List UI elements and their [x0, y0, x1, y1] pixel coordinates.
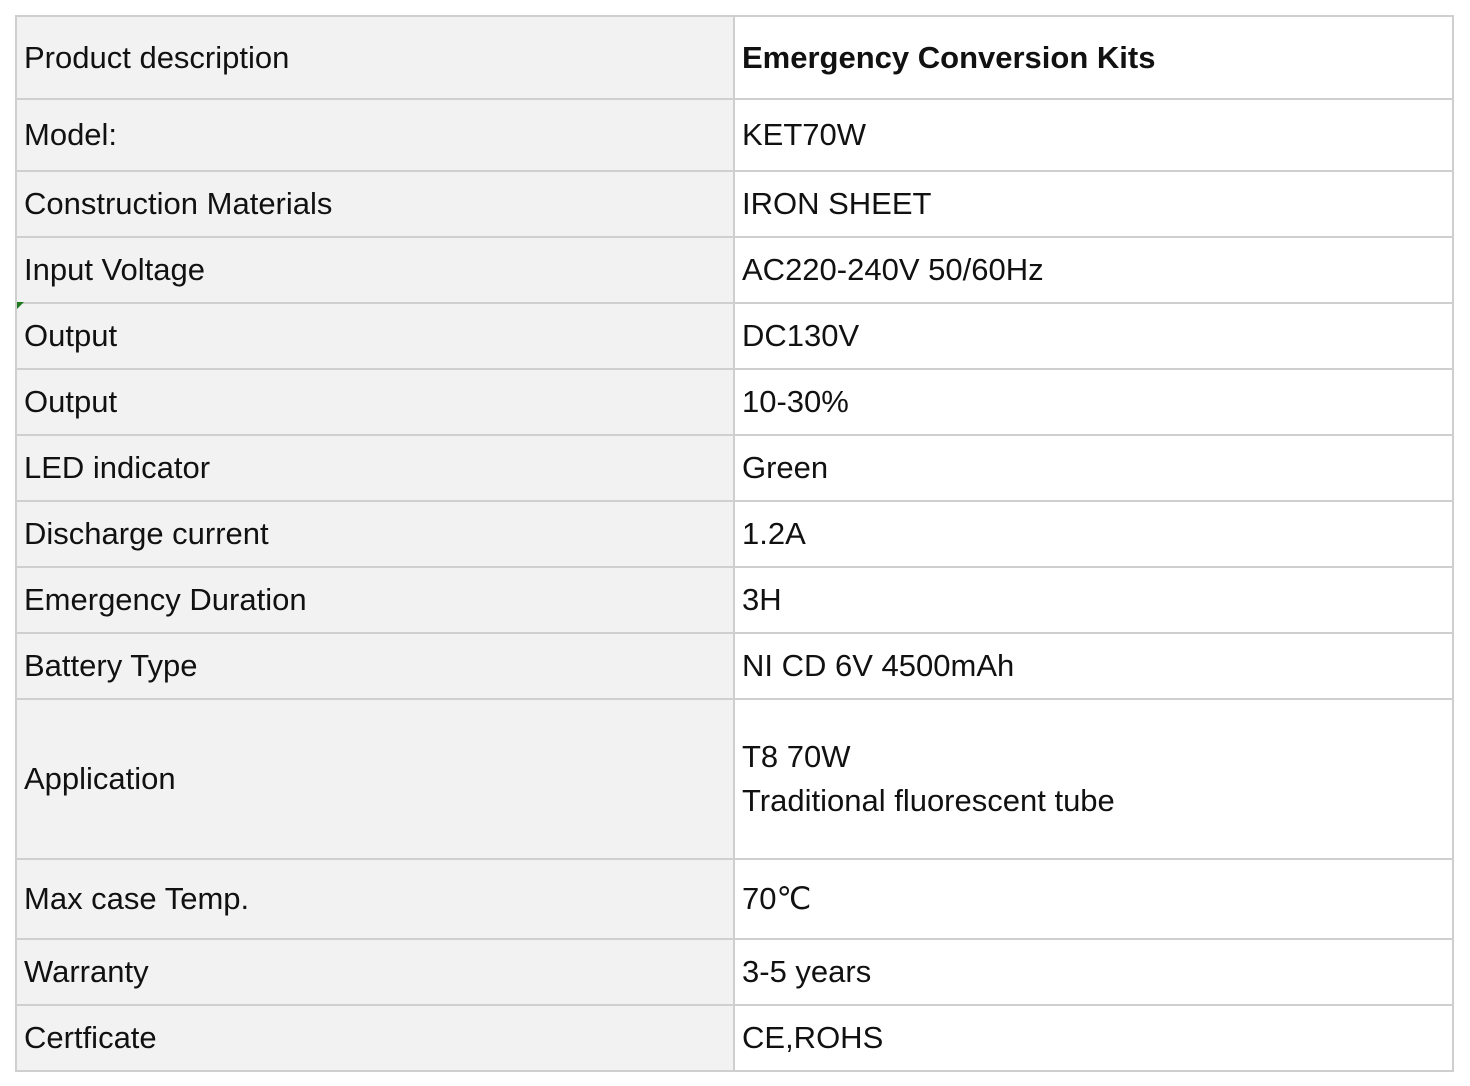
row-label: Product description: [16, 16, 734, 99]
table-row: [16, 171, 1453, 237]
row-label: Max case Temp.: [16, 859, 734, 939]
row-label: Model:: [16, 99, 734, 171]
row-value: Green: [734, 435, 1453, 501]
table-row: [16, 1005, 1453, 1071]
table-row: [16, 567, 1453, 633]
table-row: [16, 699, 1453, 859]
specification-table: [15, 15, 1454, 1072]
row-value: 10-30%: [734, 369, 1453, 435]
table-row: [16, 16, 1453, 99]
row-value: 1.2A: [734, 501, 1453, 567]
table-row: [16, 939, 1453, 1005]
row-label: Output: [16, 303, 734, 369]
table-row: [16, 859, 1453, 939]
row-value: CE,ROHS: [734, 1005, 1453, 1071]
table-row: [16, 303, 1453, 369]
row-label: Application: [16, 699, 734, 859]
row-label: LED indicator: [16, 435, 734, 501]
row-label: Certficate: [16, 1005, 734, 1071]
row-label: Discharge current: [16, 501, 734, 567]
row-value: 3H: [734, 567, 1453, 633]
cell-corner-marker: [17, 302, 24, 309]
table-row: [16, 501, 1453, 567]
row-value: [734, 699, 1453, 859]
row-value: 70℃: [734, 859, 1453, 939]
row-value-line: Traditional fluorescent tube: [742, 783, 1115, 818]
row-label: Input Voltage: [16, 237, 734, 303]
row-value-line: T8 70W: [742, 739, 851, 774]
table-row: [16, 99, 1453, 171]
row-label: Warranty: [16, 939, 734, 1005]
table-row: [16, 369, 1453, 435]
table-row: [16, 435, 1453, 501]
table-row: [16, 633, 1453, 699]
row-label: Emergency Duration: [16, 567, 734, 633]
row-value: IRON SHEET: [734, 171, 1453, 237]
row-value: NI CD 6V 4500mAh: [734, 633, 1453, 699]
row-label: Output: [16, 369, 734, 435]
row-value: AC220-240V 50/60Hz: [734, 237, 1453, 303]
row-value: Emergency Conversion Kits: [734, 16, 1453, 99]
row-label: Construction Materials: [16, 171, 734, 237]
row-value: 3-5 years: [734, 939, 1453, 1005]
row-value: DC130V: [734, 303, 1453, 369]
row-label: Battery Type: [16, 633, 734, 699]
row-value: KET70W: [734, 99, 1453, 171]
table-row: [16, 237, 1453, 303]
